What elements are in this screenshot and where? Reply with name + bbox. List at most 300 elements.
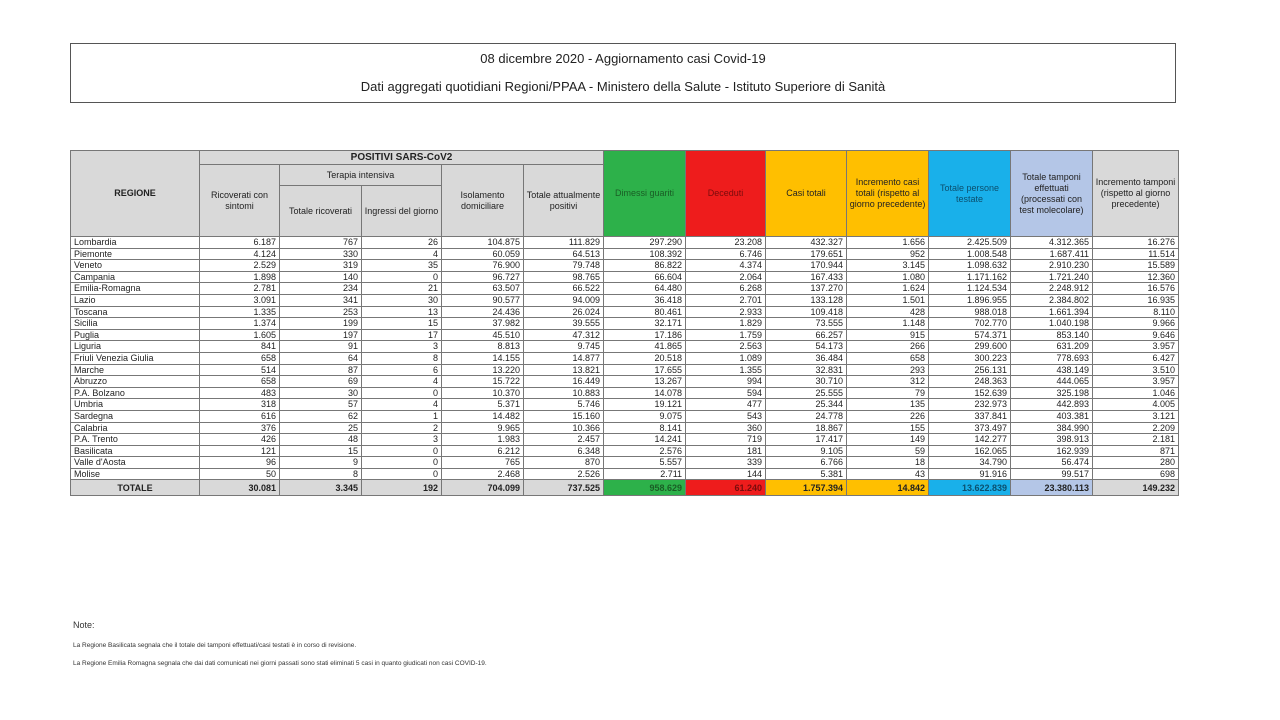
table-cell: 108.392 — [604, 248, 686, 260]
table-row — [71, 260, 1179, 272]
table-cell: 765 — [442, 457, 524, 469]
totals-cell: 149.232 — [1093, 480, 1179, 496]
totals-cell: 13.622.839 — [929, 480, 1011, 496]
totals-cell: 1.757.394 — [766, 480, 847, 496]
table-cell: 339 — [686, 457, 766, 469]
totals-row — [71, 480, 1179, 496]
header-ricoverati: Ricoverati con sintomi — [200, 165, 280, 237]
table-cell: 25.344 — [766, 399, 847, 411]
table-row — [71, 283, 1179, 295]
table-cell: 2.425.509 — [929, 237, 1011, 249]
table-cell: 280 — [1093, 457, 1179, 469]
table-cell: 15.589 — [1093, 260, 1179, 272]
table-cell: 14.078 — [604, 387, 686, 399]
header-incremento-tamponi: Incremento tamponi (rispetto al giorno precedente) — [1093, 151, 1179, 237]
table-cell: 24.778 — [766, 410, 847, 422]
table-cell: 248.363 — [929, 376, 1011, 388]
table-cell: 226 — [847, 410, 929, 422]
table-cell: 2.384.802 — [1011, 294, 1093, 306]
table-cell: 87 — [280, 364, 362, 376]
header-dimessi: Dimessi guariti — [604, 151, 686, 237]
table-cell: 312 — [847, 376, 929, 388]
table-cell: 293 — [847, 364, 929, 376]
table-cell: 24.436 — [442, 306, 524, 318]
region-name: Molise — [71, 468, 200, 480]
table-cell: 2.711 — [604, 468, 686, 480]
table-cell: 5.746 — [524, 399, 604, 411]
table-cell: 17.417 — [766, 434, 847, 446]
table-cell: 915 — [847, 329, 929, 341]
table-cell: 384.990 — [1011, 422, 1093, 434]
table-cell: 15.722 — [442, 376, 524, 388]
table-cell: 162.065 — [929, 445, 1011, 457]
totals-cell: 704.099 — [442, 480, 524, 496]
table-cell: 428 — [847, 306, 929, 318]
table-cell: 0 — [362, 468, 442, 480]
table-cell: 50 — [200, 468, 280, 480]
table-cell: 9.075 — [604, 410, 686, 422]
table-cell: 0 — [362, 271, 442, 283]
header-casi-totali: Casi totali — [766, 151, 847, 237]
table-cell: 8 — [362, 352, 442, 364]
table-row — [71, 399, 1179, 411]
table-cell: 39.555 — [524, 318, 604, 330]
table-cell: 73.555 — [766, 318, 847, 330]
table-cell: 13.821 — [524, 364, 604, 376]
header-terapia: Terapia intensiva — [280, 165, 442, 186]
note-basilicata: La Regione Basilicata segnala che il totale dei tamponi effettuati/casi testati è in corso di revisione. — [73, 642, 357, 649]
table-cell: 658 — [200, 376, 280, 388]
table-cell: 63.507 — [442, 283, 524, 295]
table-cell: 1.080 — [847, 271, 929, 283]
table-cell: 48 — [280, 434, 362, 446]
region-name: Calabria — [71, 422, 200, 434]
table-cell: 3 — [362, 341, 442, 353]
table-cell: 155 — [847, 422, 929, 434]
table-cell: 62 — [280, 410, 362, 422]
table-cell: 14.155 — [442, 352, 524, 364]
table-cell: 64 — [280, 352, 362, 364]
table-cell: 6.766 — [766, 457, 847, 469]
table-cell: 1.759 — [686, 329, 766, 341]
region-name: Liguria — [71, 341, 200, 353]
table-cell: 616 — [200, 410, 280, 422]
table-cell: 6.427 — [1093, 352, 1179, 364]
header-regione: REGIONE — [71, 151, 200, 237]
table-cell: 299.600 — [929, 341, 1011, 353]
table-cell: 1.983 — [442, 434, 524, 446]
table-cell: 5.557 — [604, 457, 686, 469]
table-row — [71, 434, 1179, 446]
table-cell: 64.480 — [604, 283, 686, 295]
header-incremento-casi: Incremento casi totali (rispetto al giorno precedente) — [847, 151, 929, 237]
table-cell: 256.131 — [929, 364, 1011, 376]
table-row — [71, 387, 1179, 399]
table-row — [71, 410, 1179, 422]
table-cell: 9.646 — [1093, 329, 1179, 341]
table-cell: 1.829 — [686, 318, 766, 330]
region-name: Piemonte — [71, 248, 200, 260]
table-row — [71, 364, 1179, 376]
table-cell: 54.173 — [766, 341, 847, 353]
table-cell: 232.973 — [929, 399, 1011, 411]
table-cell: 543 — [686, 410, 766, 422]
table-cell: 79 — [847, 387, 929, 399]
table-cell: 170.944 — [766, 260, 847, 272]
table-cell: 76.900 — [442, 260, 524, 272]
table-cell: 104.875 — [442, 237, 524, 249]
table-cell: 19.121 — [604, 399, 686, 411]
totals-cell: 958.629 — [604, 480, 686, 496]
region-name: Umbria — [71, 399, 200, 411]
table-cell: 18.867 — [766, 422, 847, 434]
table-cell: 5.371 — [442, 399, 524, 411]
header-totale-ricoverati: Totale ricoverati — [280, 186, 362, 237]
table-cell: 32.171 — [604, 318, 686, 330]
table-cell: 871 — [1093, 445, 1179, 457]
table-cell: 994 — [686, 376, 766, 388]
table-cell: 111.829 — [524, 237, 604, 249]
table-cell: 432.327 — [766, 237, 847, 249]
region-name: P.A. Trento — [71, 434, 200, 446]
table-cell: 2.457 — [524, 434, 604, 446]
table-cell: 253 — [280, 306, 362, 318]
table-cell: 4 — [362, 248, 442, 260]
table-cell: 767 — [280, 237, 362, 249]
table-cell: 9.105 — [766, 445, 847, 457]
table-cell: 96 — [200, 457, 280, 469]
table-cell: 3.510 — [1093, 364, 1179, 376]
table-cell: 1.171.162 — [929, 271, 1011, 283]
table-cell: 9 — [280, 457, 362, 469]
table-cell: 66.257 — [766, 329, 847, 341]
table-cell: 2.701 — [686, 294, 766, 306]
table-cell: 36.484 — [766, 352, 847, 364]
table-cell: 2.933 — [686, 306, 766, 318]
table-row — [71, 306, 1179, 318]
note-emilia-romagna: La Regione Emilia Romagna segnala che dai dati comunicati nei giorni passati sono stati eliminati 5 casi in quanto giudicati non casi COVID-19. — [73, 660, 487, 667]
table-cell: 90.577 — [442, 294, 524, 306]
table-cell: 8.110 — [1093, 306, 1179, 318]
totals-cell: 30.081 — [200, 480, 280, 496]
table-cell: 4.312.365 — [1011, 237, 1093, 249]
table-cell: 64.513 — [524, 248, 604, 260]
table-cell: 11.514 — [1093, 248, 1179, 260]
table-cell: 2.064 — [686, 271, 766, 283]
totals-cell: 192 — [362, 480, 442, 496]
table-cell: 719 — [686, 434, 766, 446]
table-cell: 69 — [280, 376, 362, 388]
table-row — [71, 318, 1179, 330]
table-cell: 853.140 — [1011, 329, 1093, 341]
table-cell: 181 — [686, 445, 766, 457]
table-cell: 152.639 — [929, 387, 1011, 399]
table-cell: 1.661.394 — [1011, 306, 1093, 318]
totals-label: TOTALE — [71, 480, 200, 496]
region-name: Sicilia — [71, 318, 200, 330]
table-cell: 1.040.198 — [1011, 318, 1093, 330]
region-name: Valle d'Aosta — [71, 457, 200, 469]
table-cell: 149 — [847, 434, 929, 446]
table-cell: 16.276 — [1093, 237, 1179, 249]
table-cell: 14.241 — [604, 434, 686, 446]
table-cell: 26 — [362, 237, 442, 249]
table-cell: 3.091 — [200, 294, 280, 306]
region-name: Puglia — [71, 329, 200, 341]
table-cell: 698 — [1093, 468, 1179, 480]
header-persone-testate: Totale persone testate — [929, 151, 1011, 237]
totals-cell: 61.240 — [686, 480, 766, 496]
table-cell: 841 — [200, 341, 280, 353]
table-cell: 30 — [280, 387, 362, 399]
table-cell: 167.433 — [766, 271, 847, 283]
totals-cell: 3.345 — [280, 480, 362, 496]
table-cell: 3.145 — [847, 260, 929, 272]
table-cell: 14.877 — [524, 352, 604, 364]
region-name: P.A. Bolzano — [71, 387, 200, 399]
table-cell: 14.482 — [442, 410, 524, 422]
table-cell: 8.813 — [442, 341, 524, 353]
table-cell: 6.212 — [442, 445, 524, 457]
table-cell: 13.267 — [604, 376, 686, 388]
region-name: Toscana — [71, 306, 200, 318]
table-cell: 483 — [200, 387, 280, 399]
table-cell: 1.335 — [200, 306, 280, 318]
table-cell: 1.687.411 — [1011, 248, 1093, 260]
table-cell: 2.248.912 — [1011, 283, 1093, 295]
table-cell: 952 — [847, 248, 929, 260]
table-cell: 109.418 — [766, 306, 847, 318]
table-cell: 15 — [280, 445, 362, 457]
region-name: Basilicata — [71, 445, 200, 457]
table-cell: 56.474 — [1011, 457, 1093, 469]
table-cell: 2.576 — [604, 445, 686, 457]
table-cell: 91 — [280, 341, 362, 353]
table-cell: 594 — [686, 387, 766, 399]
table-cell: 325.198 — [1011, 387, 1093, 399]
table-cell: 47.312 — [524, 329, 604, 341]
table-cell: 1.089 — [686, 352, 766, 364]
table-row — [71, 457, 1179, 469]
table-cell: 373.497 — [929, 422, 1011, 434]
table-cell: 438.149 — [1011, 364, 1093, 376]
table-cell: 36.418 — [604, 294, 686, 306]
table-cell: 133.128 — [766, 294, 847, 306]
table-cell: 197 — [280, 329, 362, 341]
table-cell: 1.898 — [200, 271, 280, 283]
table-cell: 43 — [847, 468, 929, 480]
table-cell: 1.605 — [200, 329, 280, 341]
table-cell: 1.501 — [847, 294, 929, 306]
table-cell: 12.360 — [1093, 271, 1179, 283]
table-cell: 142.277 — [929, 434, 1011, 446]
table-cell: 9.965 — [442, 422, 524, 434]
table-cell: 162.939 — [1011, 445, 1093, 457]
table-cell: 266 — [847, 341, 929, 353]
table-cell: 30.710 — [766, 376, 847, 388]
table-cell: 6.268 — [686, 283, 766, 295]
table-row — [71, 271, 1179, 283]
notes-title: Note: — [73, 620, 95, 630]
table-cell: 4.374 — [686, 260, 766, 272]
report-subtitle: Dati aggregati quotidiani Regioni/PPAA - Ministero della Salute - Istituto Superiore di Sanità — [360, 79, 886, 94]
table-cell: 403.381 — [1011, 410, 1093, 422]
table-row — [71, 352, 1179, 364]
table-cell: 3 — [362, 434, 442, 446]
table-cell: 0 — [362, 387, 442, 399]
table-cell: 137.270 — [766, 283, 847, 295]
table-cell: 1.124.534 — [929, 283, 1011, 295]
table-cell: 4 — [362, 376, 442, 388]
table-cell: 658 — [847, 352, 929, 364]
table-cell: 398.913 — [1011, 434, 1093, 446]
table-cell: 80.461 — [604, 306, 686, 318]
table-cell: 98.765 — [524, 271, 604, 283]
table-cell: 2.910.230 — [1011, 260, 1093, 272]
table-cell: 9.966 — [1093, 318, 1179, 330]
table-cell: 60.059 — [442, 248, 524, 260]
totals-cell: 14.842 — [847, 480, 929, 496]
table-cell: 4 — [362, 399, 442, 411]
table-cell: 442.893 — [1011, 399, 1093, 411]
table-row — [71, 422, 1179, 434]
table-cell: 1.046 — [1093, 387, 1179, 399]
table-cell: 2.468 — [442, 468, 524, 480]
table-cell: 1.721.240 — [1011, 271, 1093, 283]
table-cell: 0 — [362, 445, 442, 457]
table-cell: 1.098.632 — [929, 260, 1011, 272]
table-cell: 297.290 — [604, 237, 686, 249]
table-cell: 13.220 — [442, 364, 524, 376]
region-name: Campania — [71, 271, 200, 283]
table-cell: 3.957 — [1093, 341, 1179, 353]
table-cell: 6.746 — [686, 248, 766, 260]
table-cell: 337.841 — [929, 410, 1011, 422]
table-cell: 20.518 — [604, 352, 686, 364]
table-cell: 778.693 — [1011, 352, 1093, 364]
table-cell: 25.555 — [766, 387, 847, 399]
region-name: Marche — [71, 364, 200, 376]
region-name: Sardegna — [71, 410, 200, 422]
table-row — [71, 468, 1179, 480]
report-title: 08 dicembre 2020 - Aggiornamento casi Covid-19 — [480, 51, 766, 66]
table-cell: 30 — [362, 294, 442, 306]
table-row — [71, 376, 1179, 388]
table-cell: 17.655 — [604, 364, 686, 376]
table-cell: 91.916 — [929, 468, 1011, 480]
table-cell: 15.160 — [524, 410, 604, 422]
table-row — [71, 445, 1179, 457]
table-cell: 319 — [280, 260, 362, 272]
table-cell: 1.148 — [847, 318, 929, 330]
table-cell: 0 — [362, 457, 442, 469]
table-cell: 1.374 — [200, 318, 280, 330]
table-cell: 702.770 — [929, 318, 1011, 330]
table-cell: 8.141 — [604, 422, 686, 434]
table-cell: 26.024 — [524, 306, 604, 318]
table-cell: 360 — [686, 422, 766, 434]
region-name: Friuli Venezia Giulia — [71, 352, 200, 364]
table-cell: 8 — [280, 468, 362, 480]
table-cell: 10.370 — [442, 387, 524, 399]
table-cell: 341 — [280, 294, 362, 306]
table-cell: 144 — [686, 468, 766, 480]
table-cell: 199 — [280, 318, 362, 330]
table-cell: 318 — [200, 399, 280, 411]
table-cell: 1.624 — [847, 283, 929, 295]
table-cell: 16.935 — [1093, 294, 1179, 306]
region-name: Lazio — [71, 294, 200, 306]
table-cell: 57 — [280, 399, 362, 411]
table-row — [71, 248, 1179, 260]
table-cell: 179.651 — [766, 248, 847, 260]
table-cell: 45.510 — [442, 329, 524, 341]
header-tamponi: Totale tamponi effettuati (processati con test molecolare) — [1011, 151, 1093, 237]
table-cell: 1.656 — [847, 237, 929, 249]
table-cell: 135 — [847, 399, 929, 411]
table-cell: 444.065 — [1011, 376, 1093, 388]
table-cell: 3.121 — [1093, 410, 1179, 422]
table-cell: 96.727 — [442, 271, 524, 283]
table-cell: 1.896.955 — [929, 294, 1011, 306]
table-cell: 4.124 — [200, 248, 280, 260]
table-cell: 2.209 — [1093, 422, 1179, 434]
table-cell: 15 — [362, 318, 442, 330]
table-cell: 140 — [280, 271, 362, 283]
header-isolamento: Isolamento domiciliare — [442, 165, 524, 237]
table-row — [71, 237, 1179, 249]
table-cell: 59 — [847, 445, 929, 457]
table-cell: 426 — [200, 434, 280, 446]
table-cell: 10.883 — [524, 387, 604, 399]
table-cell: 477 — [686, 399, 766, 411]
table-row — [71, 329, 1179, 341]
table-cell: 23.208 — [686, 237, 766, 249]
covid-data-table — [70, 150, 1179, 496]
table-cell: 9.745 — [524, 341, 604, 353]
table-cell: 16.576 — [1093, 283, 1179, 295]
table-cell: 5.381 — [766, 468, 847, 480]
notes-section — [73, 620, 487, 678]
table-cell: 234 — [280, 283, 362, 295]
table-cell: 86.822 — [604, 260, 686, 272]
totals-cell: 737.525 — [524, 480, 604, 496]
table-cell: 1.008.548 — [929, 248, 1011, 260]
table-body — [71, 237, 1179, 496]
table-cell: 35 — [362, 260, 442, 272]
table-cell: 4.005 — [1093, 399, 1179, 411]
table-cell: 66.604 — [604, 271, 686, 283]
table-cell: 870 — [524, 457, 604, 469]
table-cell: 10.366 — [524, 422, 604, 434]
table-cell: 6 — [362, 364, 442, 376]
table-cell: 3.957 — [1093, 376, 1179, 388]
table-cell: 34.790 — [929, 457, 1011, 469]
header-ingressi: Ingressi del giorno — [362, 186, 442, 237]
table-cell: 2.526 — [524, 468, 604, 480]
table-cell: 1 — [362, 410, 442, 422]
table-cell: 121 — [200, 445, 280, 457]
table-row — [71, 341, 1179, 353]
table-cell: 17 — [362, 329, 442, 341]
table-cell: 574.371 — [929, 329, 1011, 341]
table-cell: 631.209 — [1011, 341, 1093, 353]
table-cell: 300.223 — [929, 352, 1011, 364]
table-cell: 37.982 — [442, 318, 524, 330]
table-cell: 13 — [362, 306, 442, 318]
table-cell: 988.018 — [929, 306, 1011, 318]
table-cell: 6.348 — [524, 445, 604, 457]
